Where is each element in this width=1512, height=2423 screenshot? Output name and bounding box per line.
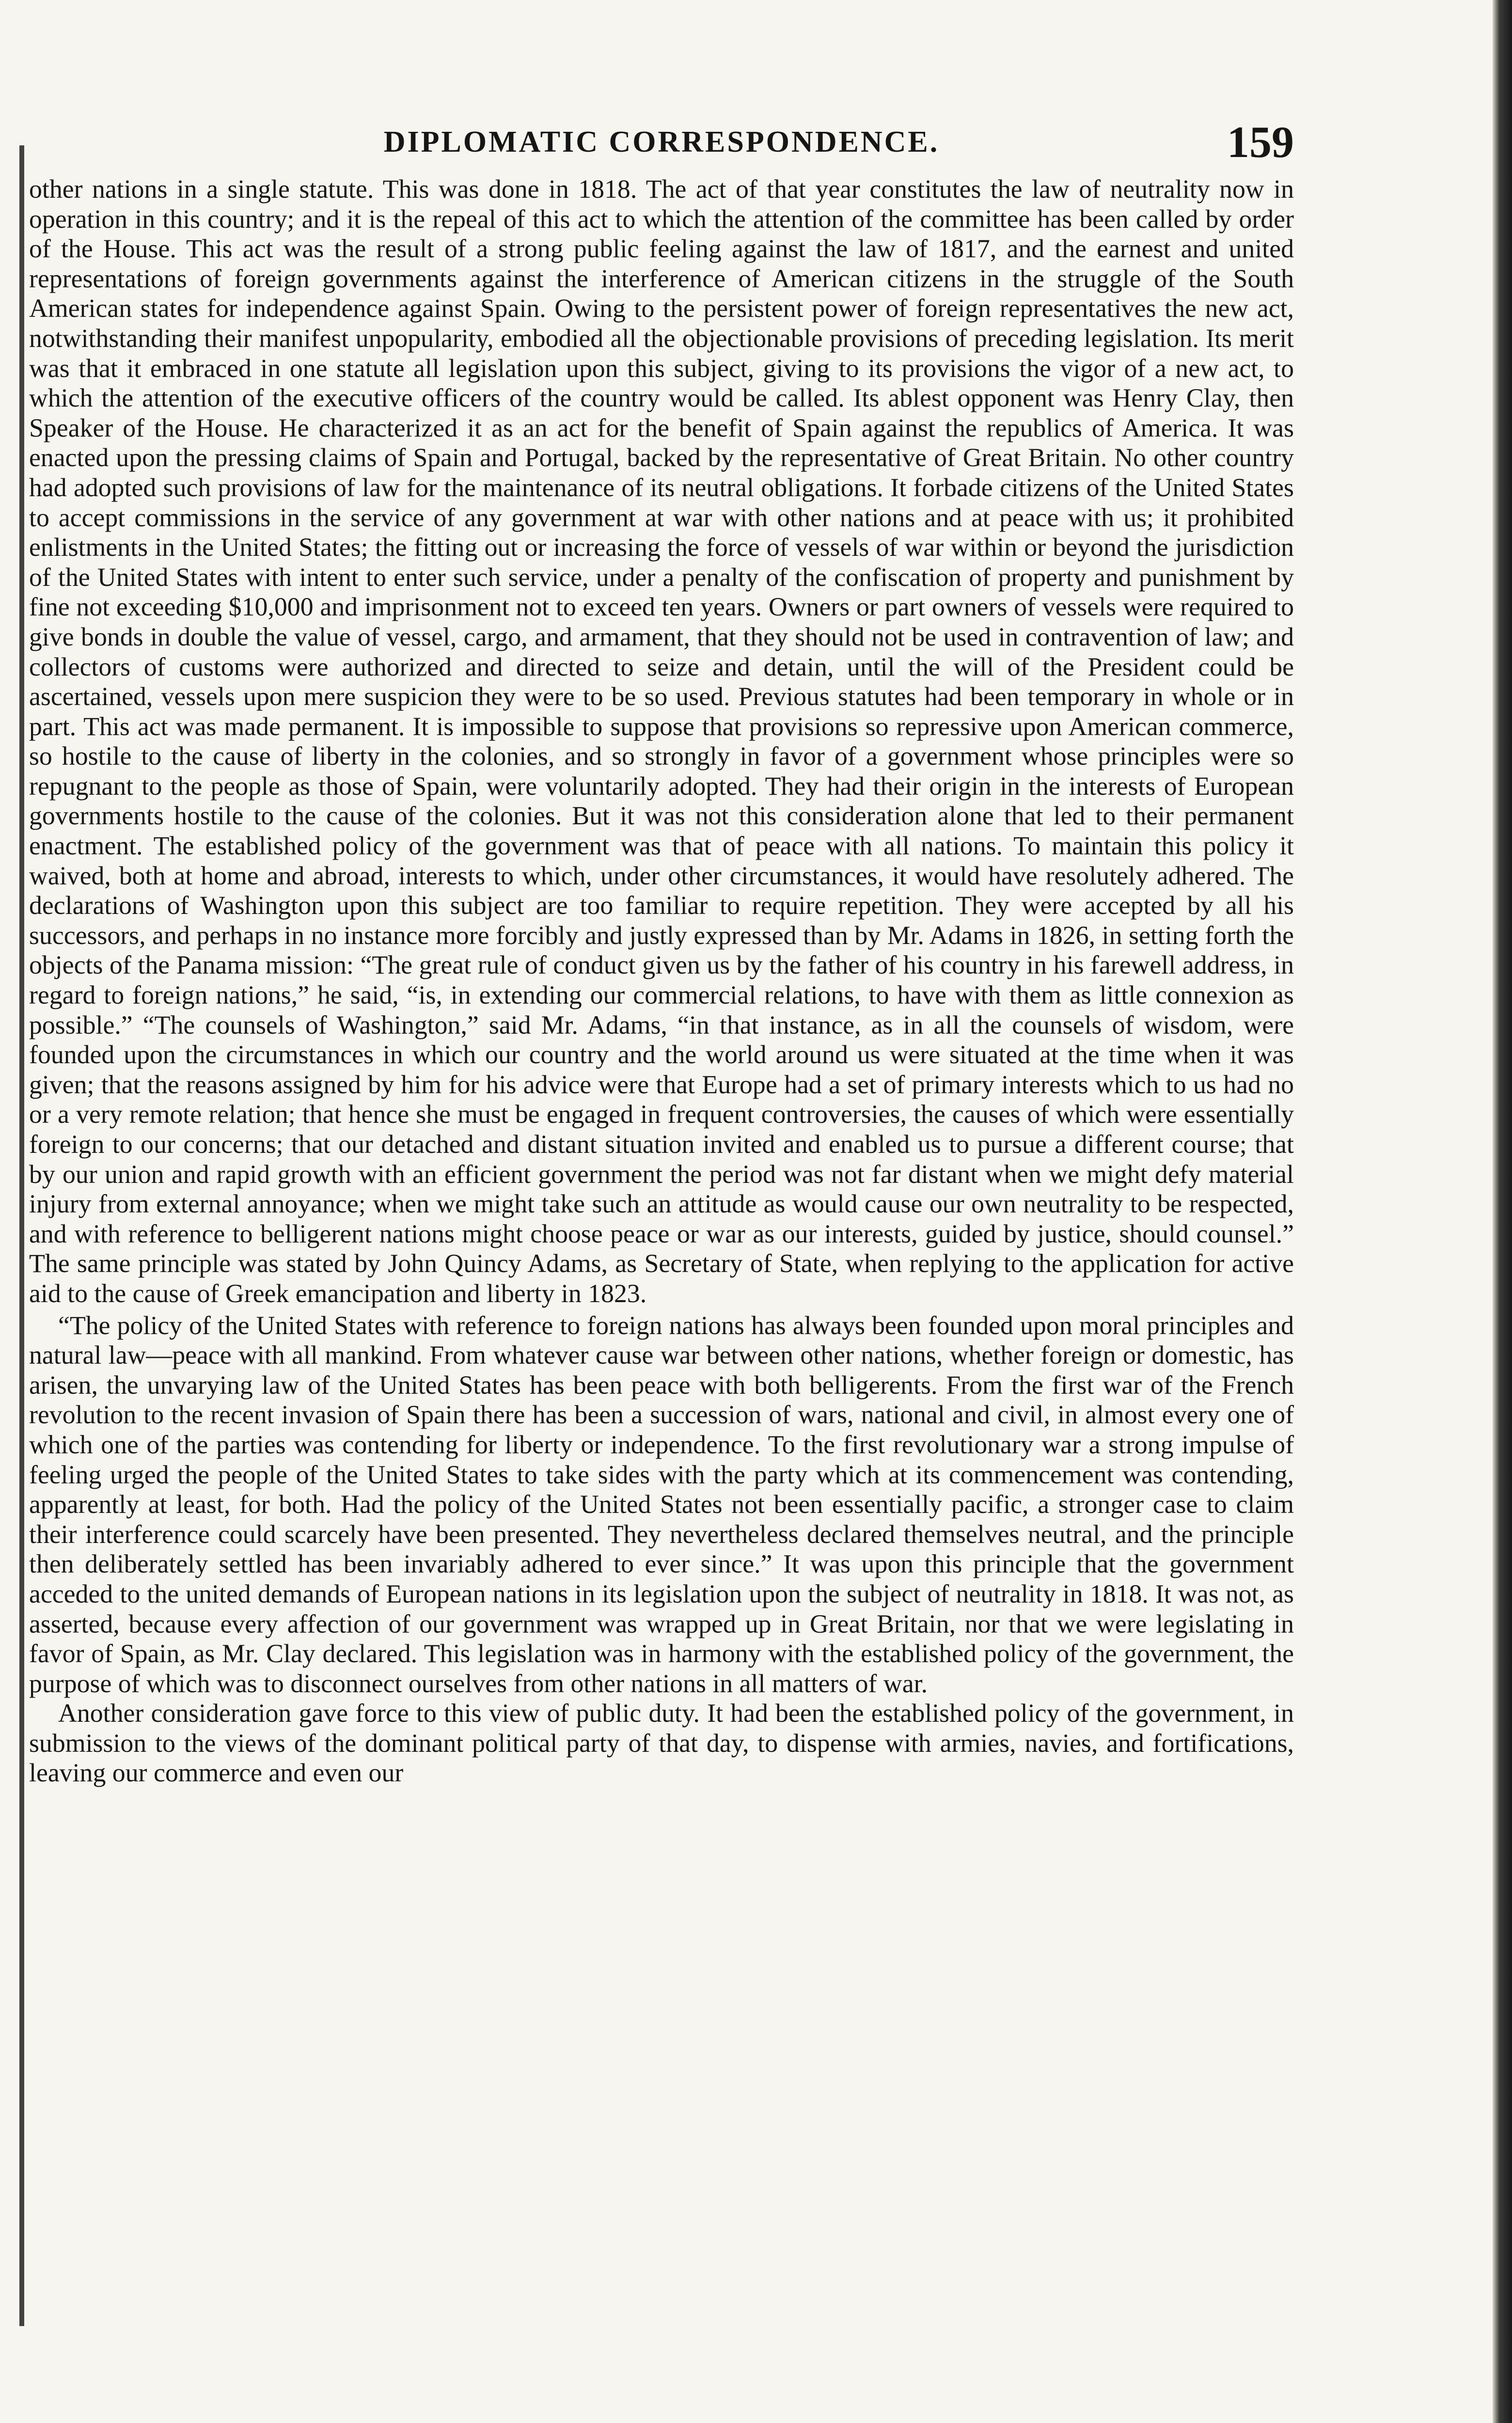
- body-paragraph-2-quotation: “The policy of the United States with reference to foreign nations has always been founded upon moral principles and natural law—peace with all mankind. From whatever cause war between other nations, whether foreign or domestic, has arisen, the unvarying law of the United States has been peace with both belligerents. From the first war of the French revolution to the recent invasion of Spain there has been a succession of wars, national and civil, in almost every one of which one of the parties was contending for liberty or independence. To the first revolutionary war a strong impulse of feeling urged the people of the United States to take sides with the party which at its commencement was contending, apparently at least, for both. Had the policy of the United States not been essentially pacific, a stronger case to claim their interference could scarcely have been presented. They nevertheless declared themselves neutral, and the principle then deliberately settled has been invariably adhered to ever since.” It was upon this principle that the government acceded to the united demands of European nations in its legislation upon the subject of neutrality in 1818. It was not, as asserted, because every affection of our government was wrapped up in Great Britain, nor that we were legislating in favor of Spain, as Mr. Clay declared. This legislation was in harmony with the established policy of the government, the purpose of which was to disconnect ourselves from other nations in all matters of war.: [29, 1310, 1294, 1698]
- running-header: [29, 116, 1294, 174]
- body-paragraph-3: Another consideration gave force to this view of public duty. It had been the established policy of the government, in submission to the views of the dominant political party of that day, to dispense with armies, navies, and fortifications, leaving our commerce and even our: [29, 1699, 1294, 1788]
- scan-page-edge: [1493, 0, 1512, 2423]
- running-title: DIPLOMATIC CORRESPONDENCE.: [383, 126, 940, 158]
- body-paragraph-1: other nations in a single statute. This was done in 1818. The act of that year constitutes the law of neutrality now in operation in this country; and it is the repeal of this act to which the attention of the committee has been called by order of the House. This act was the result of a strong public feeling against the law of 1817, and the earnest and united representations of foreign governments against the interference of American citizens in the struggle of the South American states for independence against Spain. Owing to the persistent power of foreign representatives the new act, notwithstanding their manifest unpopularity, embodied all the objectionable provisions of preceding legislation. Its merit was that it embraced in one statute all legislation upon this subject, giving to its provisions the vigor of a new act, to which the attention of the executive officers of the country would be called. Its ablest opponent was Henry Clay, then Speaker of the House. He characterized it as an act for the benefit of Spain against the republics of America. It was enacted upon the pressing claims of Spain and Portugal, backed by the representative of Great Britain. No other country had adopted such provisions of law for the maintenance of its neutral obligations. It forbade citizens of the United States to accept commissions in the service of any government at war with other nations and at peace with us; it prohibited enlistments in the United States; the fitting out or increasing the force of vessels of war within or beyond the jurisdiction of the United States with intent to enter such service, under a penalty of the confiscation of property and punishment by fine not exceeding $10,000 and imprisonment not to exceed ten years. Owners or part owners of vessels were required to give bonds in double the value of vessel, cargo, and armament, that they should not be used in contravention of law; and collectors of customs were authorized and directed to seize and detain, until the will of the President could be ascertained, vessels upon mere suspicion they were to be so used. Previous statutes had been temporary in whole or in part. This act was made permanent. It is impossible to suppose that provisions so repressive upon American commerce, so hostile to the cause of liberty in the colonies, and so strongly in favor of a government whose principles were so repugnant to the people as those of Spain, were voluntarily adopted. They had their origin in the interests of European governments hostile to the cause of the colonies. But it was not this consideration alone that led to their permanent enactment. The established policy of the government was that of peace with all nations. To maintain this policy it waived, both at home and abroad, interests to which, under other circumstances, it would have resolutely adhered. The declarations of Washington upon this subject are too familiar to require repetition. They were accepted by all his successors, and perhaps in no instance more forcibly and justly expressed than by Mr. Adams in 1826, in setting forth the objects of the Panama mission: “The great rule of conduct given us by the father of his country in his farewell address, in regard to foreign nations,” he said, “is, in extending our commercial relations, to have with them as little connexion as possible.” “The counsels of Washington,” said Mr. Adams, “in that instance, as in all the counsels of wisdom, were founded upon the circumstances in which our country and the world around us were situated at the time when it was given; that the reasons assigned by him for his advice were that Europe had a set of primary interests which to us had no or a very remote relation; that hence she must be engaged in frequent controversies, the causes of which were essentially foreign to our concerns; that our detached and distant situation invited and enabled us to pursue a different course; that by our union and rapid growth with an efficient government the period was not far distant when we might defy material injury from external annoyance; when we might take such an attitude as would cause our own neutrality to be respected, and with reference to belligerent nations might choose peace or war as our interests, guided by justice, should counsel.” The same principle was stated by John Quincy Adams, as Secretary of State, when replying to the application for active aid to the cause of Greek emancipation and liberty in 1823.: [29, 174, 1294, 1308]
- document-page: [29, 116, 1294, 1788]
- scan-binding-edge: [19, 145, 24, 2326]
- page-number: 159: [1227, 117, 1294, 167]
